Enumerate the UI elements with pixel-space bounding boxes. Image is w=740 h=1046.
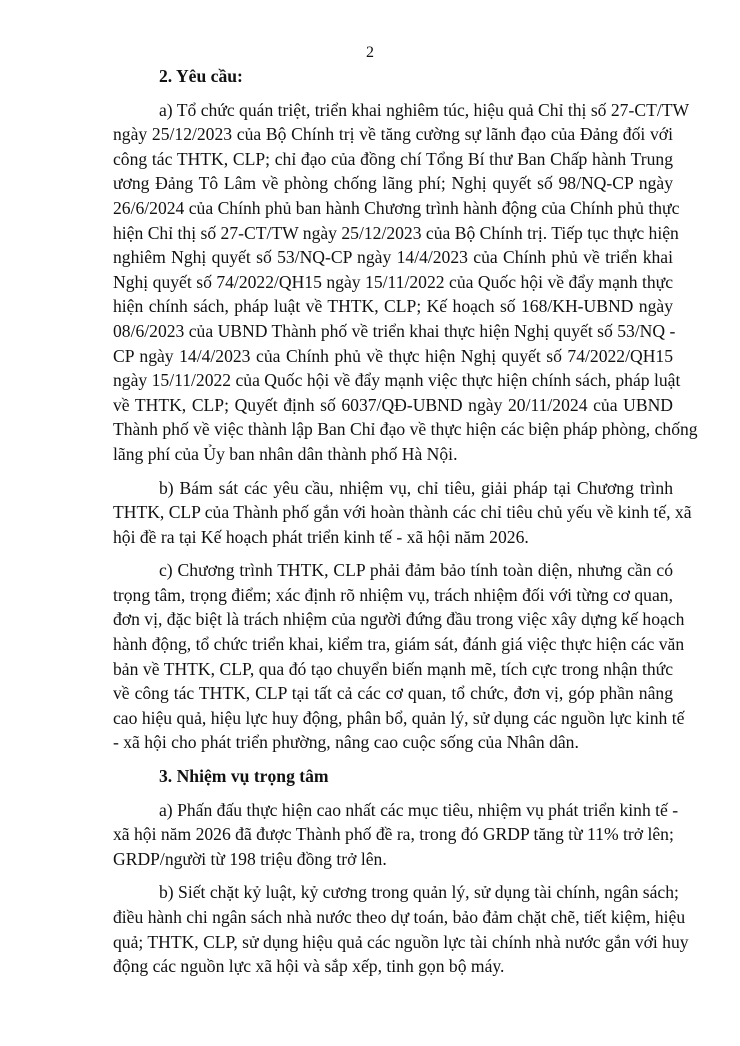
paragraph-line: ương Đảng Tô Lâm về phòng chống lãng phí; Nghị quyết số 98/NQ-CP ngày <box>113 173 673 194</box>
paragraph-line: hành động, tổ chức triển khai, kiểm tra, giám sát, đánh giá việc thực hiện các văn <box>113 634 685 655</box>
paragraph-line: Nghị quyết số 74/2022/QH15 ngày 15/11/2022 của Quốc hội về đẩy mạnh thực <box>113 271 673 292</box>
paragraph-line: về công tác THTK, CLP tại tất cả các cơ quan, tổ chức, đơn vị, góp phần nâng <box>113 683 673 704</box>
paragraph <box>113 98 698 467</box>
paragraph-line: CP ngày 14/4/2023 của Chính phủ về thực hiện Nghị quyết số 74/2022/QH15 <box>113 345 673 366</box>
paragraph-line: THTK, CLP của Thành phố gắn với hoàn thành các chỉ tiêu chủ yếu về kinh tế, xã <box>113 502 692 523</box>
paragraph-line: cao hiệu quả, hiệu lực huy động, phân bổ, quản lý, sử dụng các nguồn lực kinh tế <box>113 707 685 728</box>
section-heading <box>113 764 673 789</box>
paragraph-line: a) Phấn đấu thực hiện cao nhất các mục tiêu, nhiệm vụ phát triển kinh tế - <box>159 799 679 820</box>
paragraph-line: động các nguồn lực xã hội và sắp xếp, tinh gọn bộ máy. <box>113 956 505 977</box>
section-heading <box>113 64 673 89</box>
document-body <box>113 64 698 979</box>
paragraph-line: quả; THTK, CLP, sử dụng hiệu quả các nguồn lực tài chính nhà nước gắn với huy <box>113 931 689 952</box>
paragraph-line: hội đề ra tại Kế hoạch phát triển kinh tế - xã hội năm 2026. <box>113 526 529 547</box>
paragraph-line: GRDP/người từ 198 triệu đồng trở lên. <box>113 848 387 869</box>
paragraph-line: b) Bám sát các yêu cầu, nhiệm vụ, chỉ tiêu, giải pháp tại Chương trình <box>159 477 673 498</box>
paragraph-line: bản về THTK, CLP, qua đó tạo chuyển biến mạnh mẽ, tích cực trong nhận thức <box>113 658 673 679</box>
paragraph-line: ngày 25/12/2023 của Bộ Chính trị về tăng cường sự lãnh đạo của Đảng đối với <box>113 124 673 145</box>
paragraph-line: 26/6/2024 của Chính phủ ban hành Chương trình hành động của Chính phủ thực <box>113 197 680 218</box>
paragraph <box>113 558 685 755</box>
heading-text: 3. Nhiệm vụ trọng tâm <box>159 766 329 787</box>
paragraph-line: nghiêm Nghị quyết số 53/NQ-CP ngày 14/4/2023 của Chính phủ về triển khai <box>113 247 673 268</box>
paragraph-line: a) Tổ chức quán triệt, triển khai nghiêm túc, hiệu quả Chỉ thị số 27-CT/TW <box>159 99 690 120</box>
paragraph-line: 08/6/2023 của UBND Thành phố về triển khai thực hiện Nghị quyết số 53/NQ - <box>113 320 676 341</box>
paragraph-line: hiện Chỉ thị số 27-CT/TW ngày 25/12/2023 của Bộ Chính trị. Tiếp tục thực hiện <box>113 222 679 243</box>
paragraph-line: xã hội năm 2026 đã được Thành phố đề ra, trong đó GRDP tăng từ 11% trở lên; <box>113 824 674 845</box>
paragraph-line: hiện chính sách, pháp luật về THTK, CLP; Kế hoạch số 168/KH-UBND ngày <box>113 296 673 317</box>
paragraph-line: trọng tâm, trọng điểm; xác định rõ nhiệm vụ, trách nhiệm đối với từng cơ quan, <box>113 584 673 605</box>
heading-text: 2. Yêu cầu: <box>159 66 243 86</box>
paragraph <box>113 880 689 978</box>
paragraph-line: công tác THTK, CLP; chỉ đạo của đồng chí Tổng Bí thư Ban Chấp hành Trung <box>113 148 673 169</box>
paragraph-line: lãng phí của Ủy ban nhân dân thành phố Hà Nội. <box>113 443 458 464</box>
paragraph-line: đơn vị, đặc biệt là trách nhiệm của người đứng đầu trong việc xây dựng kế hoạch <box>113 609 685 630</box>
paragraph-line: về THTK, CLP; Quyết định số 6037/QĐ-UBND ngày 20/11/2024 của UBND <box>113 394 673 415</box>
paragraph-line: b) Siết chặt kỷ luật, kỷ cương trong quản lý, sử dụng tài chính, ngân sách; <box>159 882 679 903</box>
paragraph-line: điều hành chi ngân sách nhà nước theo dự toán, bảo đảm chặt chẽ, tiết kiệm, hiệu <box>113 907 686 927</box>
page-number: 2 <box>366 44 374 61</box>
paragraph-line: c) Chương trình THTK, CLP phải đảm bảo tính toàn diện, nhưng cần có <box>159 560 673 581</box>
paragraph <box>113 476 692 550</box>
paragraph-line: Thành phố về việc thành lập Ban Chỉ đạo về thực hiện các biện pháp phòng, chống <box>113 419 698 440</box>
paragraph-line: - xã hội cho phát triển phường, nâng cao cuộc sống của Nhân dân. <box>113 732 579 753</box>
paragraph-line: ngày 15/11/2022 của Quốc hội về đẩy mạnh việc thực hiện chính sách, pháp luật <box>113 370 681 391</box>
paragraph <box>113 798 679 872</box>
